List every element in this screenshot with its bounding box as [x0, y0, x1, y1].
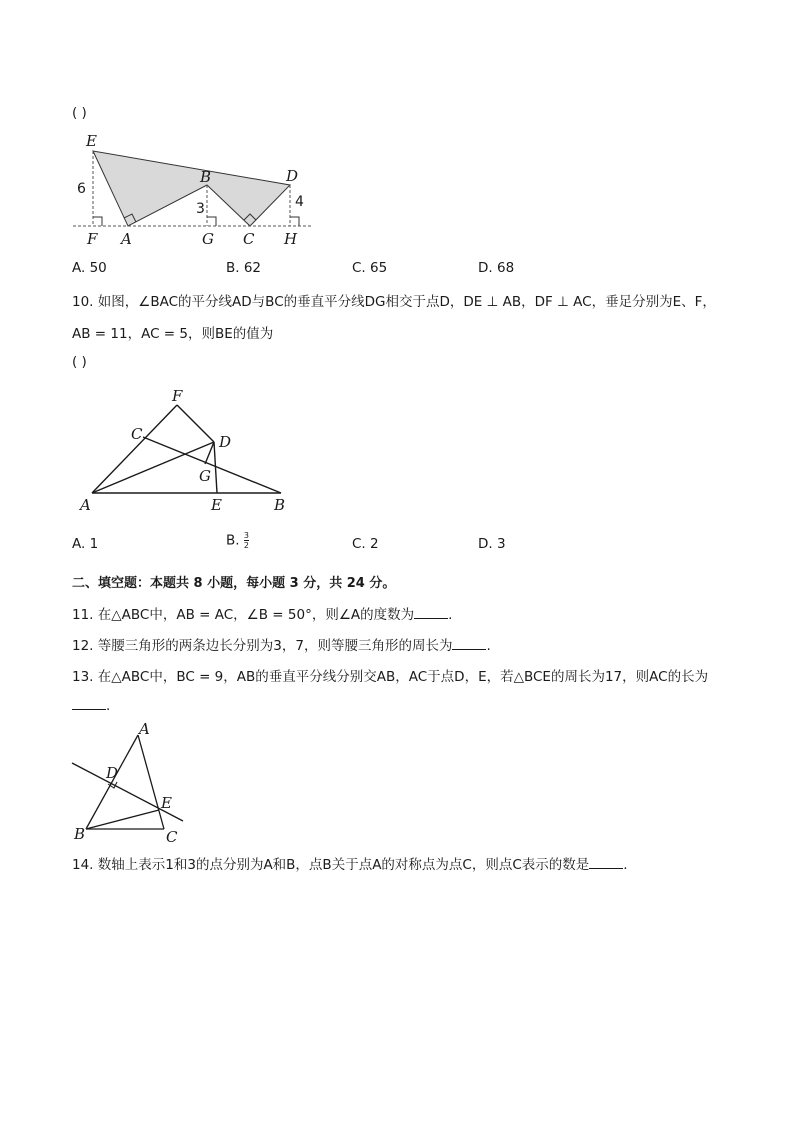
q10-option-b-denominator: 2 — [243, 541, 249, 550]
q13-label-b: B — [74, 825, 86, 843]
q13-stem: 13. 在△ABC中，BC = 9，AB的垂直平分线分别交AB，AC于点D，E，若△BCE的周长为17，则AC的长为 — [72, 669, 709, 685]
q9-label-d: D — [286, 167, 299, 185]
q10-option-a: A. 1 — [72, 536, 99, 552]
q13-label-d: D — [106, 764, 119, 782]
q9-option-c: C. 65 — [352, 260, 388, 276]
q10-label-c: C — [131, 425, 143, 443]
q10-label-f: F — [172, 387, 183, 405]
q14-stem — [72, 853, 628, 873]
q11-text: 11. 在△ABC中，AB = AC，∠B = 50°，则∠A的度数为 — [72, 607, 415, 623]
q10-stem-line1: 10. 如图，∠BAC的平分线AD与BC的垂直平分线DG相交于点D，DE ⊥ AB，DF ⊥ AC，垂足分别为E、F， — [72, 294, 716, 310]
q9-label-e: E — [86, 132, 97, 150]
q13-end: . — [106, 698, 111, 714]
q9-length-ef: 6 — [77, 181, 86, 197]
q13-perp-bisector — [72, 763, 183, 821]
q10-label-a: A — [80, 496, 91, 514]
q9-label-a: A — [121, 230, 132, 248]
q13-segment-be — [86, 810, 159, 829]
q14-text: 14. 数轴上表示1和3的点分别为A和B，点B关于点A的对称点为点C，则点C表示的数是 — [72, 857, 590, 873]
q10-paren: ( ) — [72, 354, 87, 370]
q9-label-h: H — [284, 230, 298, 248]
section-title: 二、填空题：本题共 8 小题，每小题 3 分，共 24 分。 — [72, 576, 396, 591]
q9-label-b: B — [200, 168, 212, 186]
q10-label-b: B — [274, 496, 286, 514]
q9-paren: ( ) — [72, 105, 87, 121]
q10-stem-line2: AB = 11，AC = 5，则BE的值为 — [72, 326, 274, 342]
q10-label-d: D — [219, 433, 232, 451]
q10-label-g: G — [199, 467, 211, 485]
q9-option-a: A. 50 — [72, 260, 107, 276]
q9-label-g: G — [202, 230, 214, 248]
q10-label-e: E — [211, 496, 222, 514]
q9-length-dh: 4 — [295, 194, 304, 210]
q12-end: . — [486, 638, 491, 654]
q13-label-e: E — [161, 794, 172, 812]
q9-label-c: C — [243, 230, 255, 248]
q13-label-a: A — [139, 720, 150, 738]
q9-option-d: D. 68 — [478, 260, 515, 276]
q13-label-c: C — [166, 828, 178, 846]
q9-length-bg: 3 — [196, 201, 205, 217]
q10-option-b-numerator: 3 — [243, 531, 249, 540]
q9-option-b: B. 62 — [226, 260, 262, 276]
q12-text: 12. 等腰三角形的两条边长分别为3，7，则等腰三角形的周长为 — [72, 638, 453, 654]
q10-option-b-prefix: B. — [226, 532, 240, 549]
q10-option-c: C. 2 — [352, 536, 379, 552]
q11-end: . — [448, 607, 453, 623]
q14-end: . — [623, 857, 628, 873]
q10-option-d: D. 3 — [478, 536, 506, 552]
q9-label-f: F — [87, 230, 98, 248]
q13-side-ab — [86, 735, 138, 829]
q14-answer-blank[interactable] — [589, 856, 623, 869]
